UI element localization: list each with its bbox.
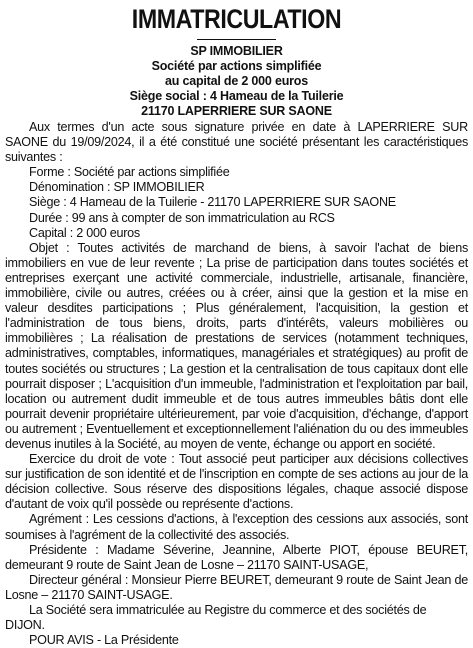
president-paragraph: Présidente : Madame Séverine, Jeannine, Alberte PIOT, épouse BEURET, demeurant 9 route de Saint Jean de Losne – 21170 SAINT-USAGE, <box>5 542 468 572</box>
voting-rights-paragraph: Exercice du droit de vote : Tout associé peut participer aux décisions collectives sur justification de son identité et de l'inscription en compte de ses actions au jour de la décision collective. Sous réserve des dispositions légales, chaque associé dispose d'autant de voix qu'il possède ou représente d'actions. <box>5 452 468 512</box>
seat-line: Siège : 4 Hameau de la Tuilerie - 21170 LAPERRIERE SUR SAONE <box>29 195 396 210</box>
intro-paragraph: Aux termes d'un acte sous signature privée en date à LAPERRIERE SUR SAONE du 19/09/2024, il a été constitué une société présentant les caractéristiques suivantes : <box>5 120 468 165</box>
signature-line: POUR AVIS - La Présidente <box>29 633 179 648</box>
general-director-paragraph: Directeur général : Monsieur Pierre BEURET, demeurant 9 route de Saint Jean de Losne – 21170 SAINT-USAGE. <box>5 572 468 602</box>
title-divider <box>197 39 276 40</box>
company-header <box>5 44 468 119</box>
purpose-paragraph: Objet : Toutes activités de marchand de biens, à savoir l'achat de biens immobiliers en vue de leur revente ; La prise de participation dans toutes sociétés et entreprises exerçant une activité commerciale, industrielle, artisanale, financière, immobilière, civile ou autres, créées ou à créer, ainsi que la gestion et la mise en valeur desdites participations ; Plus généralement, l'acquisition, la gestion et l'administration de tous biens, droits, parts d'intérêts, valeurs mobilières ou immobilières ; La réalisation de prestations de services (notamment techniques, administratives, comptables, informatiques, managériales et stratégiques) au profit de toutes sociétés ou structures ; La gestion et la centralisation de tous capitaux dont elle pourrait disposer ; L'acquisition d'un immeuble, l'administration et l'exploitation par bail, location ou autrement dudit immeuble et de tous autres immeubles bâtis dont elle pourrait devenir propriétaire ultérieurement, par voie d'acquisition, d'échange, d'apport ou autrement ; Eventuellement et exceptionnellement l'aliénation du ou des immeubles devenus inutiles à la Société, au moyen de vente, échange ou apport en société. <box>5 240 468 451</box>
company-capital: au capital de 2 000 euros <box>165 74 308 88</box>
company-seat: Siège social : 4 Hameau de la Tuilerie <box>129 89 344 103</box>
company-form: Société par actions simplifiée <box>151 59 322 73</box>
approval-paragraph: Agrément : Les cessions d'actions, à l'exception des cessions aux associés, sont soumises à l'agrément de la collectivité des associés. <box>5 512 468 542</box>
form-line: Forme : Société par actions simplifiée <box>29 165 230 180</box>
notice-body <box>5 120 468 648</box>
capital-line: Capital : 2 000 euros <box>29 225 140 240</box>
denomination-line: Dénomination : SP IMMOBILIER <box>29 180 205 195</box>
company-name: SP IMMOBILIER <box>190 44 283 58</box>
duration-line: Durée : 99 ans à compter de son immatriculation au RCS <box>29 210 335 225</box>
company-city: 21170 LAPERRIERE SUR SAONE <box>141 104 332 118</box>
registration-paragraph: La Société sera immatriculée au Registre du commerce et des sociétés de DIJON. <box>5 603 427 633</box>
notice-title: IMMATRICULATION <box>131 4 342 34</box>
